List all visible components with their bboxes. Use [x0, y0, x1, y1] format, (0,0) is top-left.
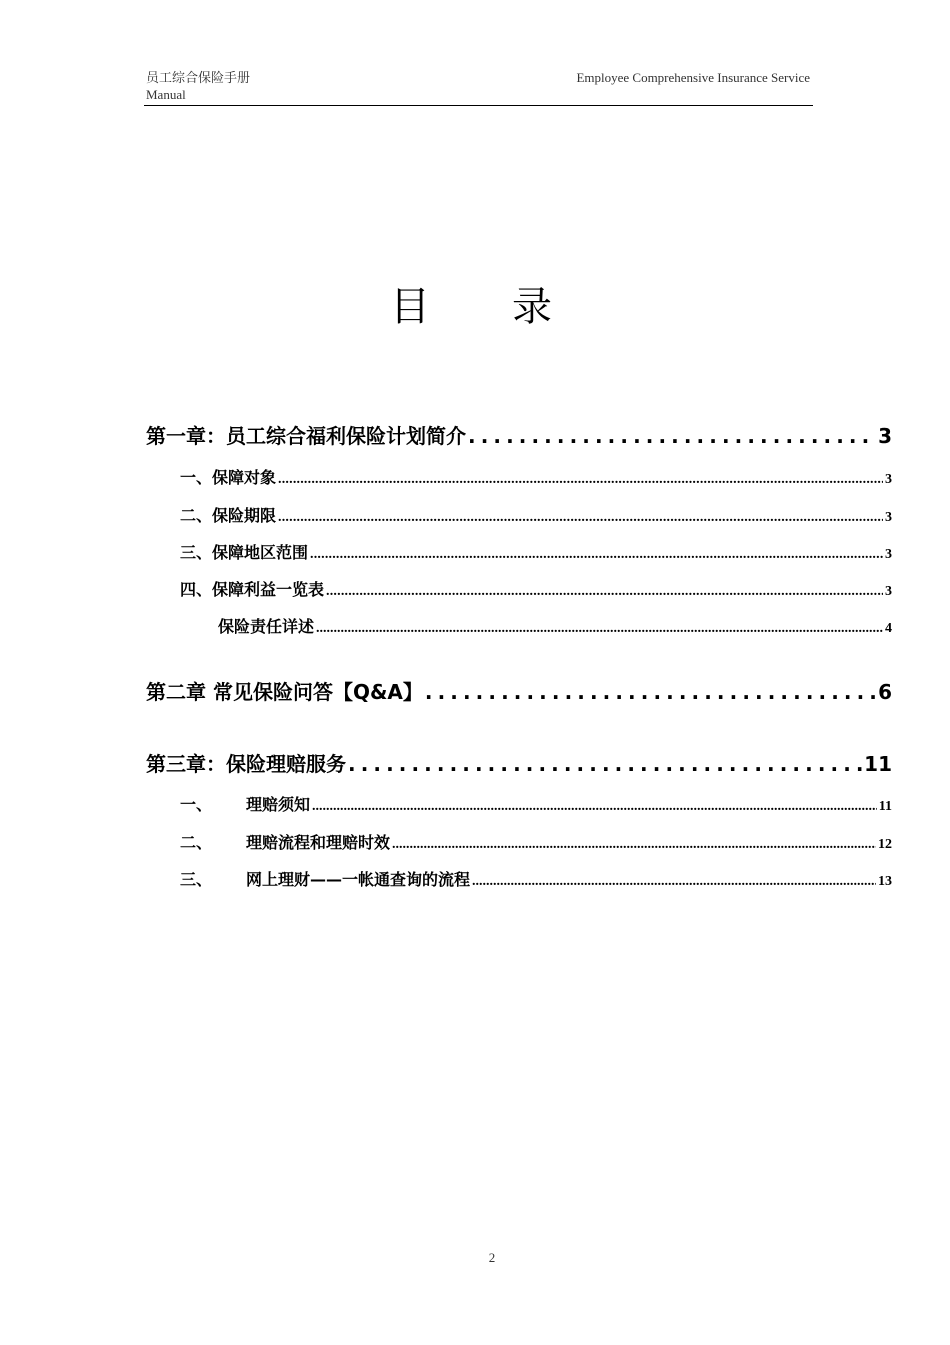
header-manual-title: 员工综合保险手册 — [146, 70, 251, 85]
toc-page-number: 11 — [878, 799, 892, 814]
toc-entry-label: 第一章：员工综合福利保险计划简介 — [146, 424, 466, 448]
toc-dot-leader — [425, 680, 876, 704]
toc-dot-leader — [278, 510, 883, 526]
toc-item-1-3[interactable] — [180, 540, 892, 563]
toc-page-number: 12 — [878, 837, 892, 852]
toc-chapter-1[interactable] — [146, 420, 892, 449]
toc-page-number: 3 — [885, 472, 892, 487]
header-left — [146, 69, 250, 103]
toc-entry-label: 第二章 常见保险问答【Q&A】 — [146, 680, 423, 704]
toc-dot-leader — [392, 837, 876, 853]
toc-item-3-1[interactable] — [180, 792, 892, 815]
toc-dot-leader — [468, 424, 876, 448]
toc-entry-marker: 一、 — [180, 795, 213, 814]
toc-entry-label: 理赔须知 — [246, 795, 311, 814]
header-divider — [144, 105, 813, 106]
toc-page-number: 3 — [878, 424, 892, 448]
toc-dot-leader — [348, 752, 862, 776]
toc-entry-label: 网上理财——一帐通查询的流程 — [246, 870, 471, 889]
toc-dot-leader — [316, 621, 883, 637]
toc-entry-label: 三、保障地区范围 — [180, 543, 309, 562]
toc-item-3-3[interactable] — [180, 867, 892, 890]
toc-page-number: 13 — [878, 874, 892, 889]
toc-page-number: 11 — [864, 752, 892, 776]
toc-chapter-3[interactable] — [146, 748, 892, 777]
toc-dot-leader — [472, 874, 876, 890]
toc-title: 目录 — [390, 284, 634, 330]
toc-item-1-1[interactable] — [180, 465, 892, 488]
toc-chapter-2[interactable] — [146, 676, 892, 705]
toc-page-number: 6 — [878, 680, 892, 704]
toc-page-number: 3 — [885, 510, 892, 525]
toc-dot-leader — [310, 547, 883, 563]
page-number: 2 — [488, 1250, 496, 1265]
toc-entry-label: 理赔流程和理赔时效 — [246, 833, 391, 852]
toc-entry-label: 第三章：保险理赔服务 — [146, 752, 346, 776]
toc-item-1-2[interactable] — [180, 503, 892, 526]
toc-page-number: 4 — [885, 621, 892, 636]
toc-item-1-5[interactable] — [218, 614, 892, 637]
toc-entry-label: 四、保障利益一览表 — [180, 580, 325, 599]
toc-entry-marker: 二、 — [180, 833, 213, 852]
toc-page-number: 3 — [885, 547, 892, 562]
toc-entry-label: 保险责任详述 — [218, 617, 315, 636]
toc-dot-leader — [278, 472, 883, 488]
toc-item-1-4[interactable] — [180, 577, 892, 600]
header-service-title: Employee Comprehensive Insurance Service — [576, 70, 810, 85]
toc-entry-label: 二、保险期限 — [180, 506, 277, 525]
toc-dot-leader — [312, 799, 877, 815]
toc-entry-marker: 三、 — [180, 870, 213, 889]
toc-item-3-2[interactable] — [180, 830, 892, 853]
toc-entry-label: 一、保障对象 — [180, 468, 277, 487]
toc-page-number: 3 — [885, 584, 892, 599]
header-manual-subtitle: Manual — [146, 87, 186, 102]
toc-dot-leader — [326, 584, 883, 600]
